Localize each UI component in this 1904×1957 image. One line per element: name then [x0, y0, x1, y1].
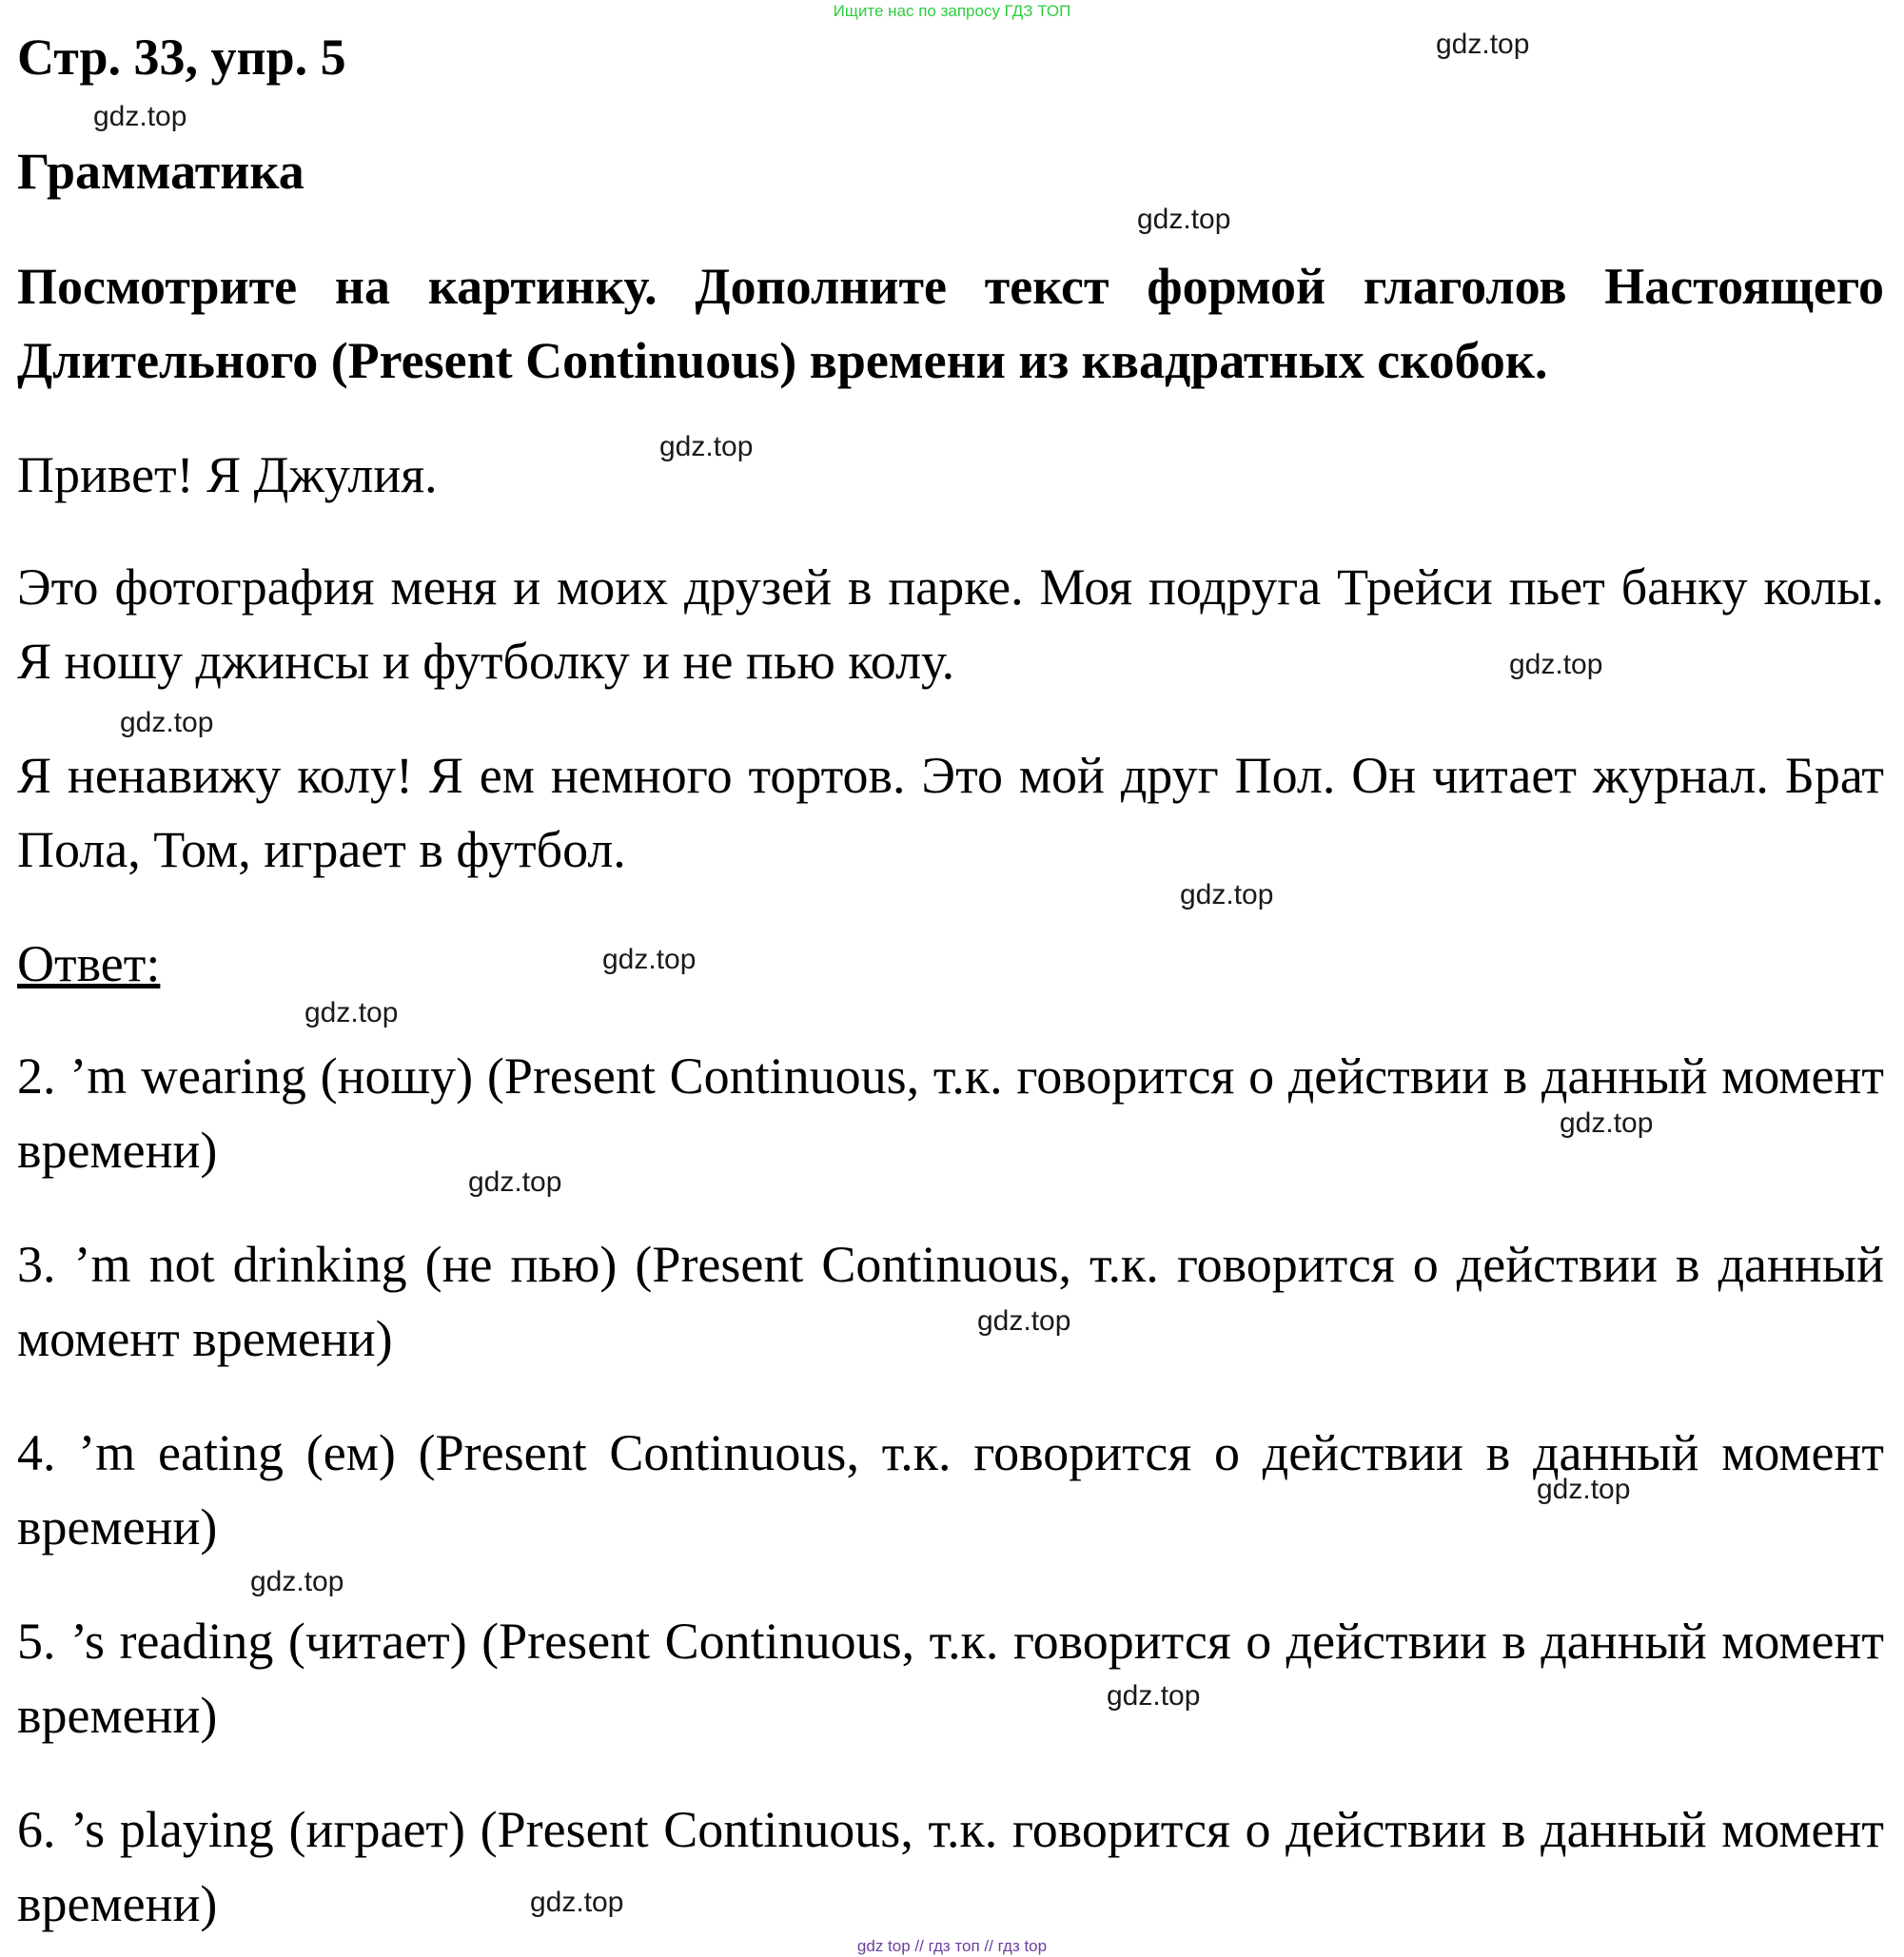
top-banner: Ищите нас по запросу ГДЗ ТОП [833, 2, 1071, 20]
answer-item: 4. ’m eating (ем) (Present Continuous, т.к. говорится о действии в данный момент времени) [17, 1424, 1884, 1556]
watermark: gdz.top [530, 1887, 624, 1918]
watermark: gdz.top [1537, 1474, 1631, 1505]
watermark: gdz.top [1509, 649, 1603, 680]
page-title: Стр. 33, упр. 5 [17, 29, 346, 86]
watermark: gdz.top [250, 1566, 344, 1597]
task-instruction: Посмотрите на картинку. Дополните текст формой глаголов Настоящего Длительного (Present Continuous) времени из квадратных скобок. [17, 258, 1884, 389]
watermark: gdz.top [1107, 1680, 1201, 1712]
watermark: gdz.top [1560, 1107, 1654, 1139]
watermark: gdz.top [1436, 29, 1530, 60]
watermark: gdz.top [468, 1166, 562, 1198]
watermark: gdz.top [977, 1305, 1071, 1337]
watermark: gdz.top [659, 431, 754, 462]
text-paragraph: Это фотография меня и моих друзей в парке. Моя подруга Трейси пьет банку колы. Я ношу джинсы и футболку и не пью колу. [17, 558, 1884, 690]
watermark: gdz.top [1137, 204, 1231, 235]
answer-item: 2. ’m wearing (ношу) (Present Continuous, т.к. говорится о действии в данный момент времени) [17, 1047, 1884, 1179]
bottom-banner: gdz top // гдз топ // гдз top [856, 1937, 1048, 1955]
answer-item: 6. ’s playing (играет) (Present Continuous, т.к. говорится о действии в данный момент времени) [17, 1801, 1884, 1932]
section-heading: Грамматика [17, 143, 304, 200]
text-paragraph: Я ненавижу колу! Я ем немного тортов. Это мой друг Пол. Он читает журнал. Брат Пола, Том, играет в футбол. [17, 747, 1884, 878]
watermark: gdz.top [93, 101, 187, 132]
answer-item: 5. ’s reading (читает) (Present Continuous, т.к. говорится о действии в данный момент времени) [17, 1613, 1884, 1744]
text-paragraph: Привет! Я Джулия. [17, 446, 438, 503]
watermark: gdz.top [602, 944, 697, 975]
watermark: gdz.top [120, 707, 214, 738]
watermark: gdz.top [1180, 879, 1274, 910]
answer-item: 3. ’m not drinking (не пью) (Present Continuous, т.к. говорится о действии в данный момент времени) [17, 1236, 1884, 1367]
watermark: gdz.top [304, 997, 399, 1028]
answer-label: Ответ: [17, 935, 161, 992]
